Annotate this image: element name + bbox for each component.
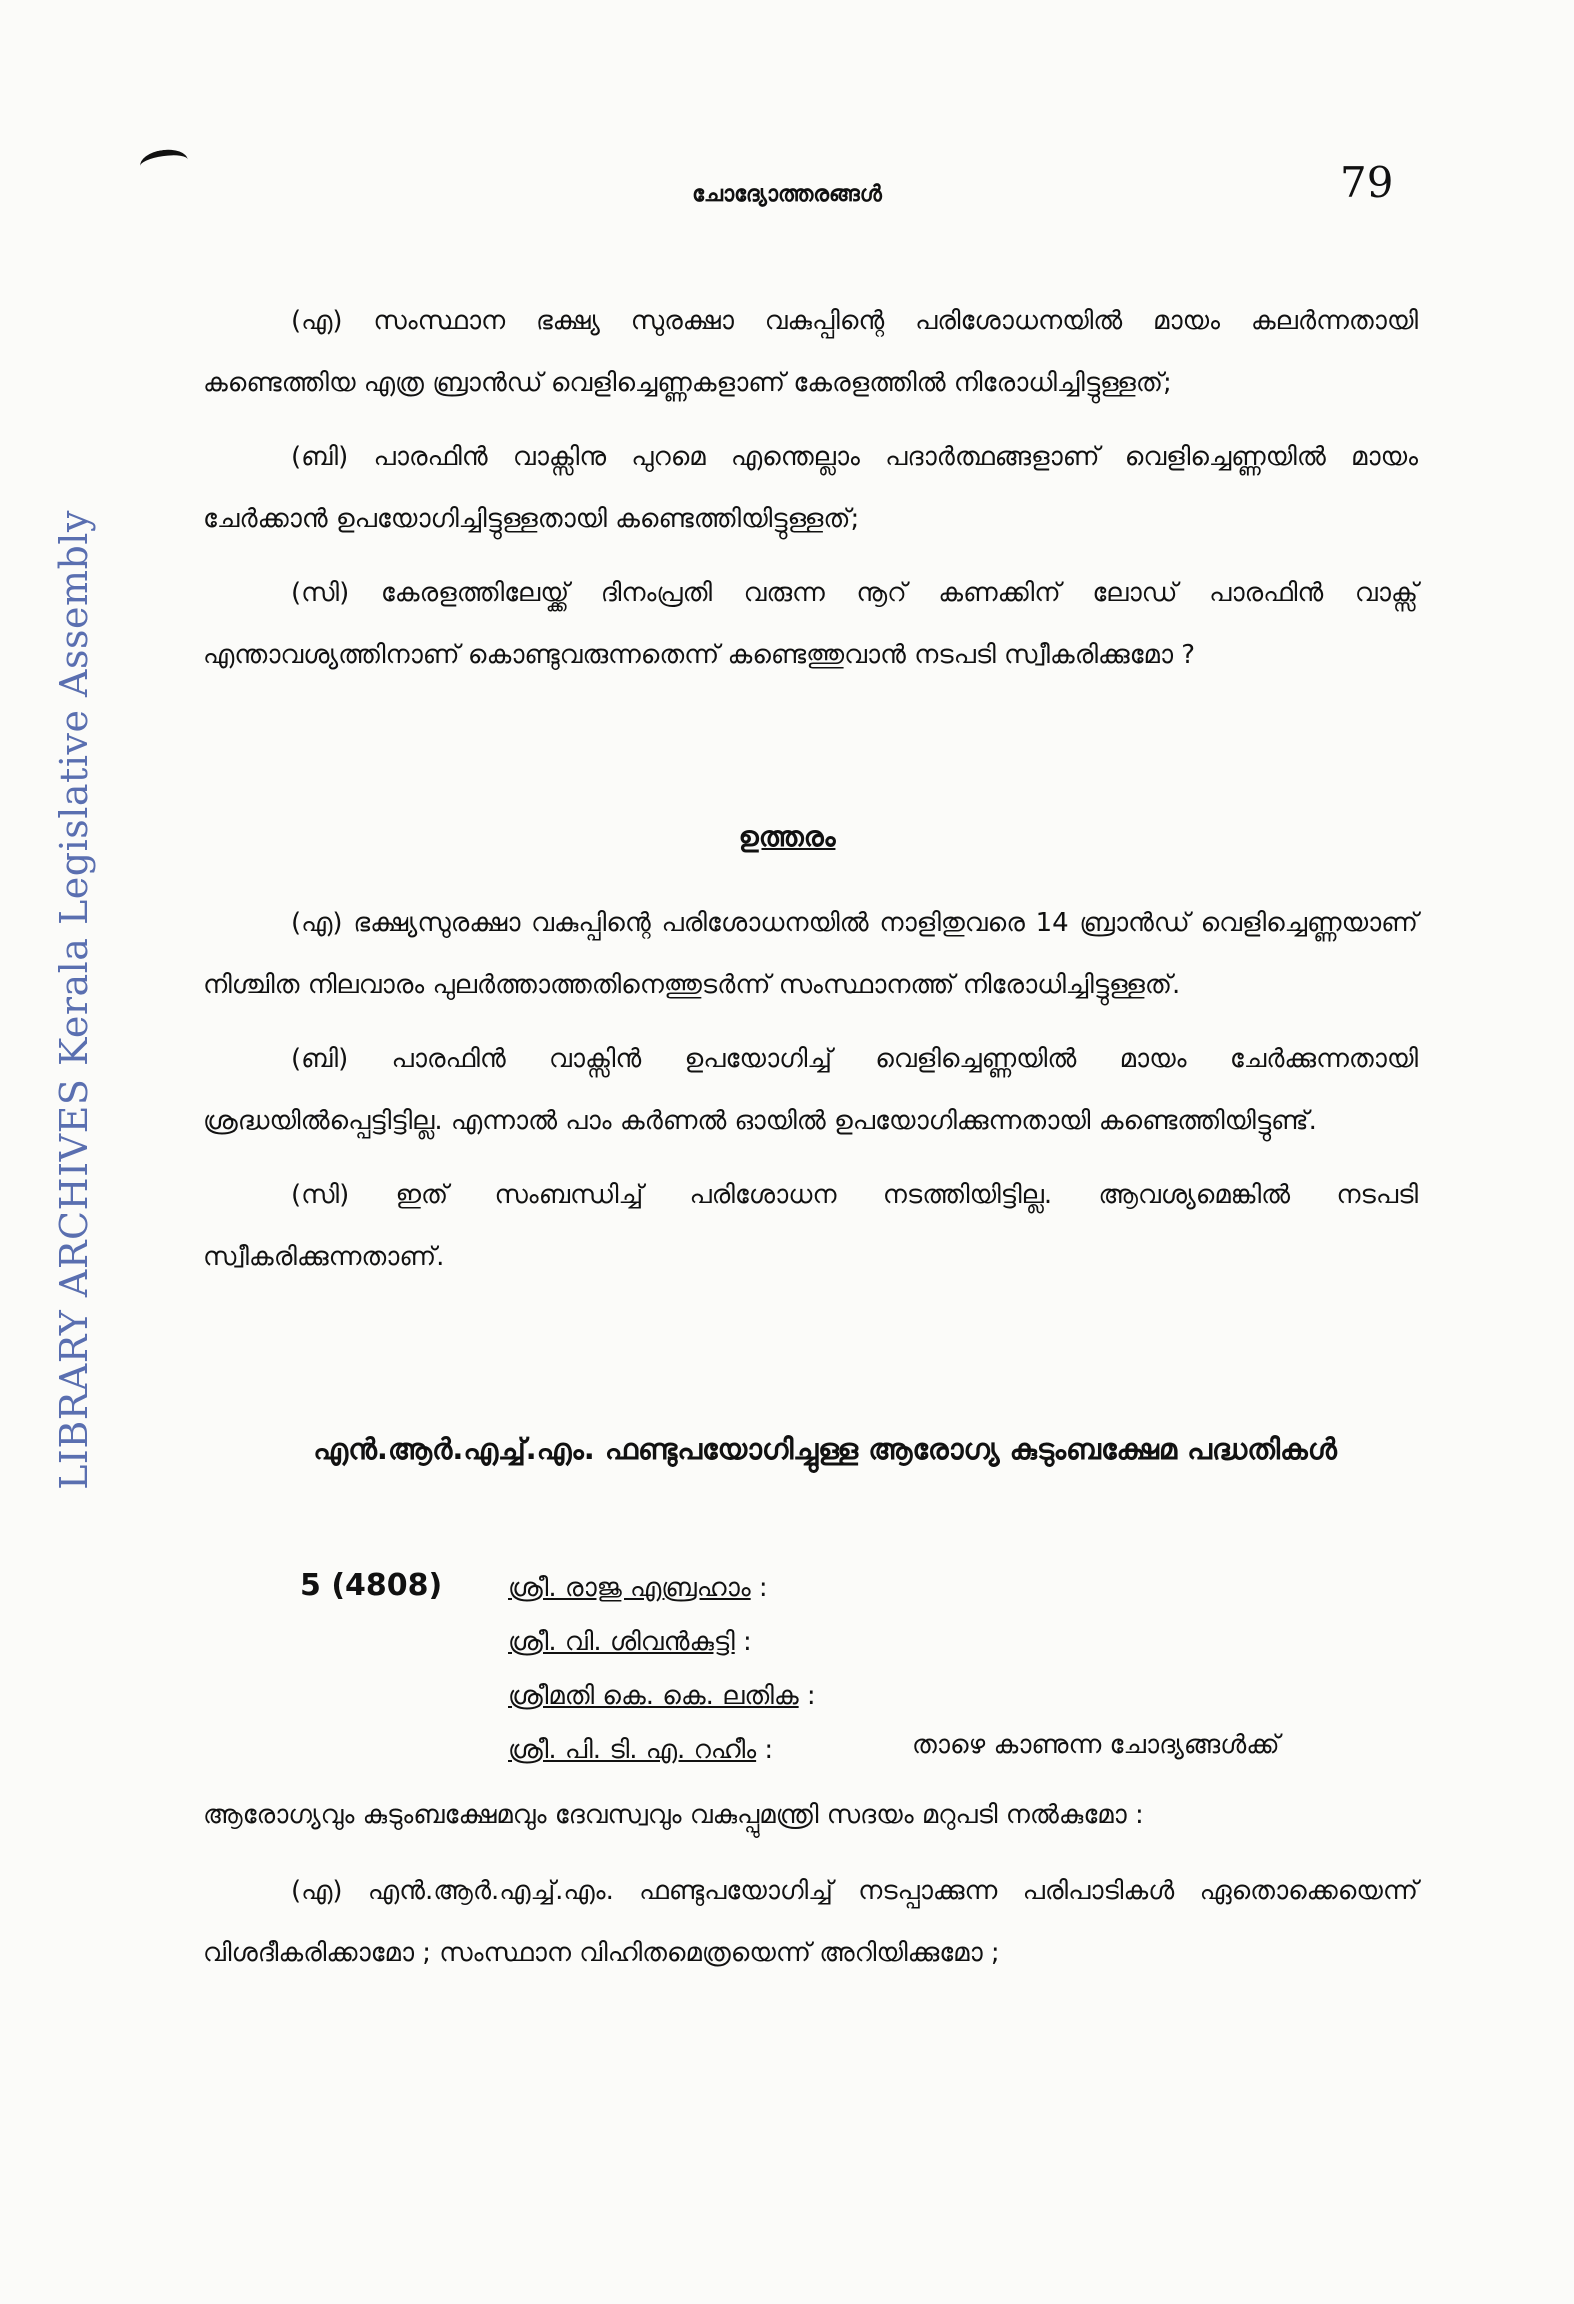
- question-b: (ബി) പാരഫിൻ വാക്സിനു പുറമെ എന്തെല്ലാം പദാർത്ഥങ്ങളാണ് വെളിച്ചെണ്ണയിൽ മായം ചേർക്കാൻ ഉപയോഗിച്ചിട്ടുള്ളതായി കണ്ടെത്തിയിട്ടുള്ളത്;: [203, 442, 1418, 534]
- member-separator: :: [798, 1681, 816, 1711]
- question-intro-line: ആരോഗ്യവും കുടുംബക്ഷേമവും ദേവസ്വവും വകുപ്പുമന്ത്രി സദയം മറുപടി നൽകുമോ :: [203, 1800, 1144, 1830]
- member-separator: :: [750, 1573, 768, 1603]
- question-a: (എ) സംസ്ഥാന ഭക്ഷ്യ സുരക്ഷാ വകുപ്പിന്റെ പരിശോധനയിൽ മായം കലർന്നതായി കണ്ടെത്തിയ എത്ര ബ്രാൻഡ് വെളിച്ചെണ്ണകളാണ് കേരളത്തിൽ നിരോധിച്ചിട്ടുള്ളത്;: [203, 306, 1418, 398]
- member-2: [508, 1622, 752, 1662]
- question-number: 5 (4808): [300, 1568, 443, 1603]
- member-3: [508, 1676, 816, 1716]
- question-intro-tail: താഴെ കാണുന്ന ചോദ്യങ്ങൾക്ക്: [912, 1730, 1280, 1760]
- member-name: ശ്രീ. പി. ടി. എ. റഹീം: [508, 1735, 757, 1765]
- member-1: [508, 1568, 768, 1608]
- member-separator: :: [756, 1735, 774, 1765]
- question-block-1: [203, 290, 1418, 686]
- member-name: ശ്രീ. രാജു എബ്രഹാം: [508, 1573, 751, 1603]
- running-head: ചോദ്യോത്തരങ്ങൾ: [692, 182, 882, 207]
- archive-watermark: LIBRARY ARCHIVES Kerala Legislative Assembly: [52, 510, 96, 1490]
- answer-block: [203, 892, 1418, 1288]
- answer-c: (സി) ഇത് സംബന്ധിച്ച് പരിശോധന നടത്തിയിട്ടില്ല. ആവശ്യമെങ്കിൽ നടപടി സ്വീകരിക്കുന്നതാണ്.: [203, 1180, 1418, 1272]
- member-4: [508, 1730, 773, 1770]
- answer-a: (എ) ഭക്ഷ്യസുരക്ഷാ വകുപ്പിന്റെ പരിശോധനയിൽ നാളിതുവരെ 14 ബ്രാൻഡ് വെളിച്ചെണ്ണയാണ് നിശ്ചിത നിലവാരം പുലർത്താത്തതിനെത്തുടർന്ന് സംസ്ഥാനത്ത് നിരോധിച്ചിട്ടുള്ളത്.: [203, 908, 1418, 1000]
- question-5-a: (എ) എൻ.ആർ.എച്ച്.എം. ഫണ്ടുപയോഗിച്ച് നടപ്പാക്കുന്ന പരിപാടികൾ ഏതൊക്കെയെന്ന് വിശദീകരിക്കാമോ ; സംസ്ഥാന വിഹിതമെത്രയെന്ന് അറിയിക്കുമോ ;: [203, 1876, 1418, 1968]
- member-name: ശ്രീ. വി. ശിവൻകുട്ടി: [508, 1627, 735, 1657]
- section-title: എൻ.ആർ.എച്ച്.എം. ഫണ്ടുപയോഗിച്ചുള്ള ആരോഗ്യ കുടുംബക്ഷേമ പദ്ധതികൾ: [313, 1432, 1337, 1466]
- question-c: (സി) കേരളത്തിലേയ്ക്ക് ദിനംപ്രതി വരുന്ന നൂറ് കണക്കിന് ലോഡ് പാരഫിൻ വാക്സ് എന്താവശ്യത്തിനാണ് കൊണ്ടുവരുന്നതെന്ന് കണ്ടെത്തുവാൻ നടപടി സ്വീകരിക്കുമോ ?: [203, 578, 1418, 670]
- member-name: ശ്രീമതി കെ. കെ. ലതിക: [508, 1681, 799, 1711]
- answer-b: (ബി) പാരഫിൻ വാക്സിൻ ഉപയോഗിച്ച് വെളിച്ചെണ്ണയിൽ മായം ചേർക്കുന്നതായി ശ്രദ്ധയിൽപ്പെട്ടിട്ടില്ല. എന്നാൽ പാം കർണൽ ഓയിൽ ഉപയോഗിക്കുന്നതായി കണ്ടെത്തിയിട്ടുണ്ട്.: [203, 1044, 1418, 1136]
- answer-heading: ഉത്തരം: [738, 820, 836, 853]
- member-separator: :: [734, 1627, 752, 1657]
- question-block-2: [203, 1860, 1418, 1984]
- scan-artifact-mark: [138, 147, 189, 179]
- page-number: 79: [1340, 158, 1394, 207]
